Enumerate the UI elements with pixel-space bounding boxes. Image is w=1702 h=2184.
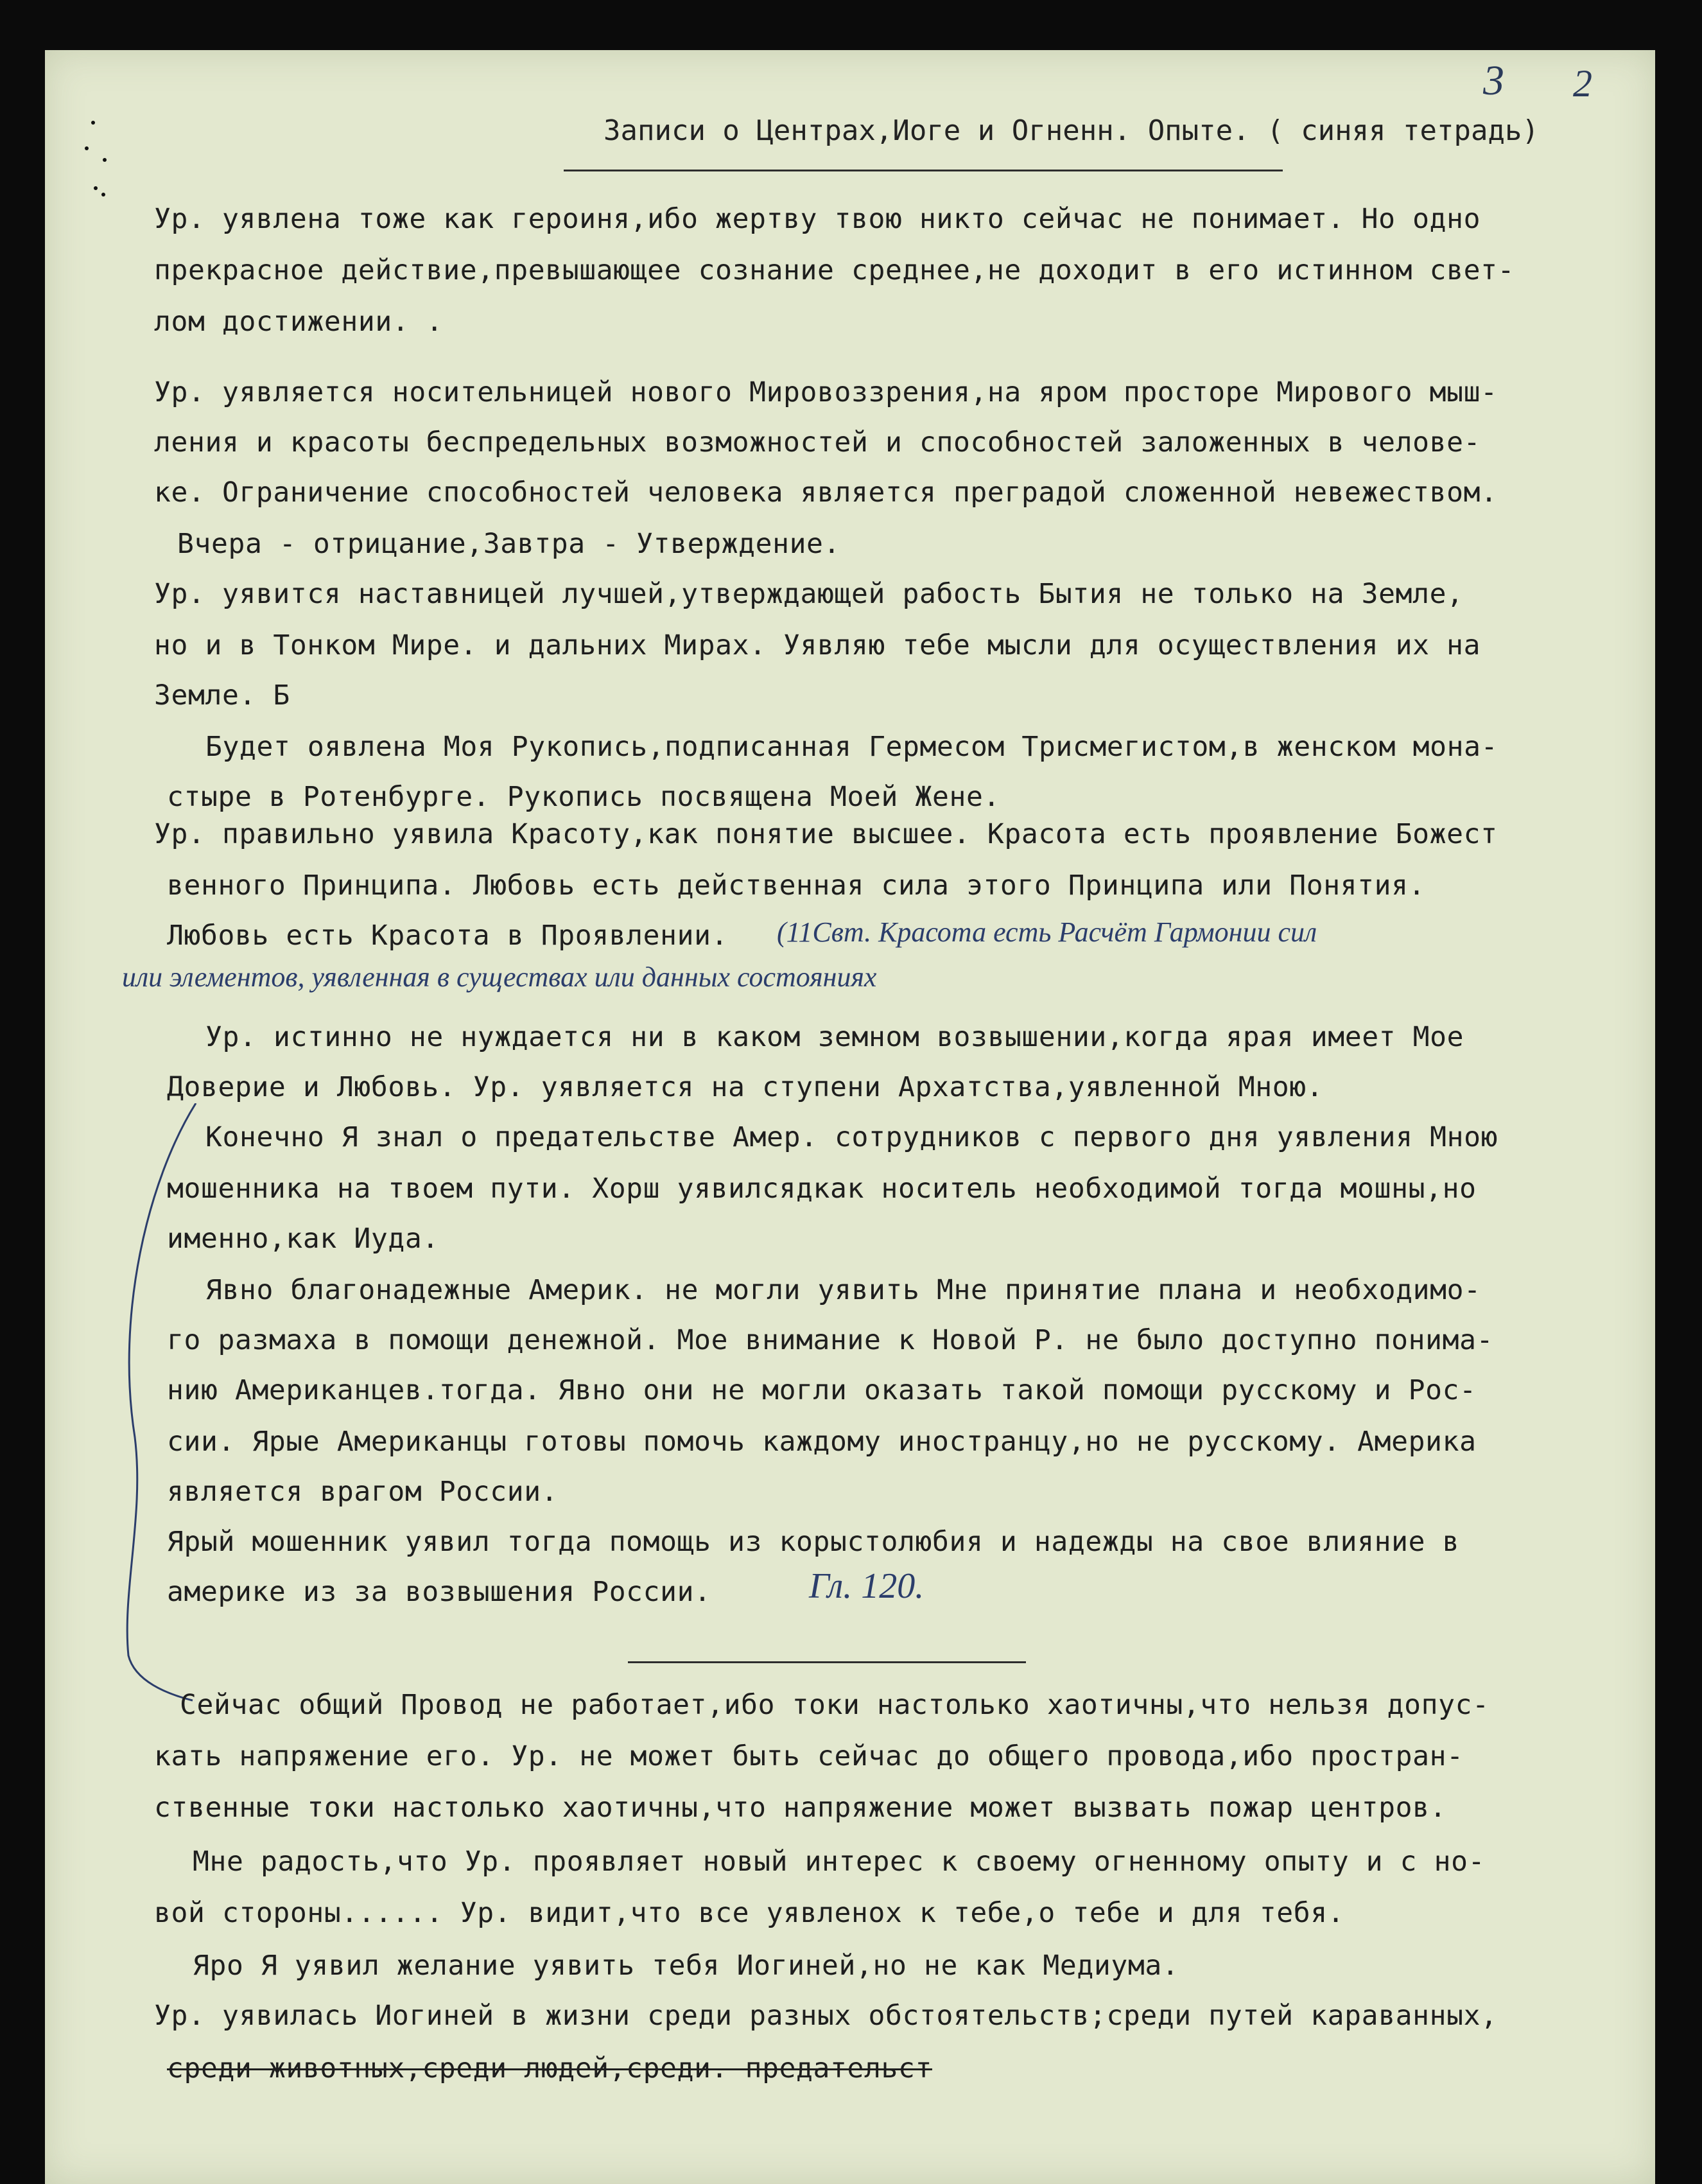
- margin-bracket: [109, 1103, 199, 1707]
- punch-mark: [103, 158, 107, 162]
- text-line: Ур. уявится наставницей лучшей,утверждающей рабость Бытия не только на Земле,: [154, 578, 1464, 610]
- text-line: Будет оявлена Моя Рукопись,подписанная Гермесом Трисмегистом,в женском мона-: [205, 731, 1498, 763]
- text-line: Конечно Я знал о предательстве Амер. сотрудников с первого дня уявления Мною: [205, 1121, 1498, 1153]
- punch-mark: [94, 186, 98, 190]
- text-line: Ярый мошенник уявил тогда помощь из корыстолюбия и надежды на свое влияние в: [167, 1526, 1460, 1558]
- page-number: 3: [1483, 57, 1504, 104]
- handwritten-note: (11Свт. Красота есть Расчёт Гармонии сил: [777, 916, 1317, 948]
- page-number-alt: 2: [1573, 62, 1592, 105]
- text-line: Вчера - отрицание,Завтра - Утверждение.: [177, 528, 841, 560]
- text-line: Земле. Б: [154, 679, 290, 712]
- text-line: Доверие и Любовь. Ур. уявляется на ступени Архатства,уявленной Мною.: [167, 1071, 1324, 1103]
- text-line: нию Американцев.тогда. Явно они не могли оказать такой помощи русскому и Рос-: [167, 1374, 1477, 1406]
- text-line: Яро Я уявил желание уявить тебя Иогиней,но не как Медиума.: [193, 1950, 1179, 1982]
- text-line: ственные токи настолько хаотичны,что напряжение может вызвать пожар центров.: [154, 1792, 1447, 1824]
- text-line: стыре в Ротенбурге. Рукопись посвящена Моей Жене.: [167, 781, 1000, 813]
- text-line: венного Принципа. Любовь есть действенная сила этого Принципа или Понятия.: [167, 869, 1426, 902]
- text-line: вой стороны...... Ур. видит,что все уявленох к тебе,о тебе и для тебя.: [154, 1897, 1345, 1929]
- punch-mark: [91, 121, 95, 125]
- text-line: ления и красоты беспредельных возможностей и способностей заложенных в челове-: [154, 426, 1481, 459]
- text-line: америке из за возвышения России.: [167, 1576, 711, 1608]
- text-line: кать напряжение его. Ур. не может быть сейчас до общего провода,ибо простран-: [154, 1740, 1464, 1772]
- text-line: Сейчас общий Провод не работает,ибо токи настолько хаотичны,что нельзя допус-: [180, 1689, 1489, 1721]
- text-line: Ур. правильно уявила Красоту,как понятие высшее. Красота есть проявление Божест: [154, 818, 1498, 850]
- text-line: ке. Ограничение способностей человека является преградой сложенной невежеством.: [154, 476, 1498, 509]
- handwritten-note: или элементов, уявленная в существах или данных состояниях: [122, 961, 877, 993]
- struck-text-line: среди животных,среди людей,среди. предательст: [167, 2052, 932, 2084]
- text-line: Любовь есть Красота в Проявлении.: [167, 920, 729, 952]
- handwritten-page-ref: Гл. 120.: [809, 1566, 925, 1606]
- document-title: Записи о Центрах,Иоге и Огненн. Опыте. ( синяя тетрадь): [604, 114, 1539, 147]
- text-line: сии. Ярые Американцы готовы помочь каждому иностранцу,но не русскому. Америка: [167, 1426, 1477, 1458]
- section-divider: [628, 1661, 1026, 1663]
- title-underline: [564, 170, 1283, 171]
- text-line: Ур. уявляется носительницей нового Мировоззрения,на яром просторе Мирового мыш-: [154, 376, 1498, 408]
- text-line: Явно благонадежные Америк. не могли уявить Мне принятие плана и необходимо-: [205, 1274, 1481, 1306]
- text-line: Ур. уявлена тоже как героиня,ибо жертву твою никто сейчас не понимает. Но одно: [154, 203, 1481, 235]
- text-line: лом достижении. .: [154, 306, 444, 338]
- text-line: прекрасное действие,превышающее сознание среднее,не доходит в его истинном свет-: [154, 254, 1515, 286]
- document-page: [45, 50, 1655, 2184]
- punch-mark: [85, 146, 89, 150]
- text-line: Мне радость,что Ур. проявляет новый интерес к своему огненному опыту и с но-: [193, 1846, 1486, 1878]
- text-line: Ур. уявилась Иогиней в жизни среди разных обстоятельств;среди путей караванных,: [154, 2000, 1498, 2032]
- text-line: го размаха в помощи денежной. Мое внимание к Новой Р. не было доступно понима-: [167, 1324, 1494, 1356]
- text-line: но и в Тонком Мире. и дальних Мирах. Уявляю тебе мысли для осуществления их на: [154, 629, 1481, 661]
- text-line: именно,как Иуда.: [167, 1223, 439, 1255]
- text-line: является врагом России.: [167, 1476, 559, 1508]
- text-line: Ур. истинно не нуждается ни в каком земном возвышении,когда ярая имеет Мое: [205, 1021, 1464, 1053]
- punch-mark: [101, 193, 105, 197]
- text-line: мошенника на твоем пути. Хорш уявилсядкак носитель необходимой тогда мошны,но: [167, 1173, 1477, 1205]
